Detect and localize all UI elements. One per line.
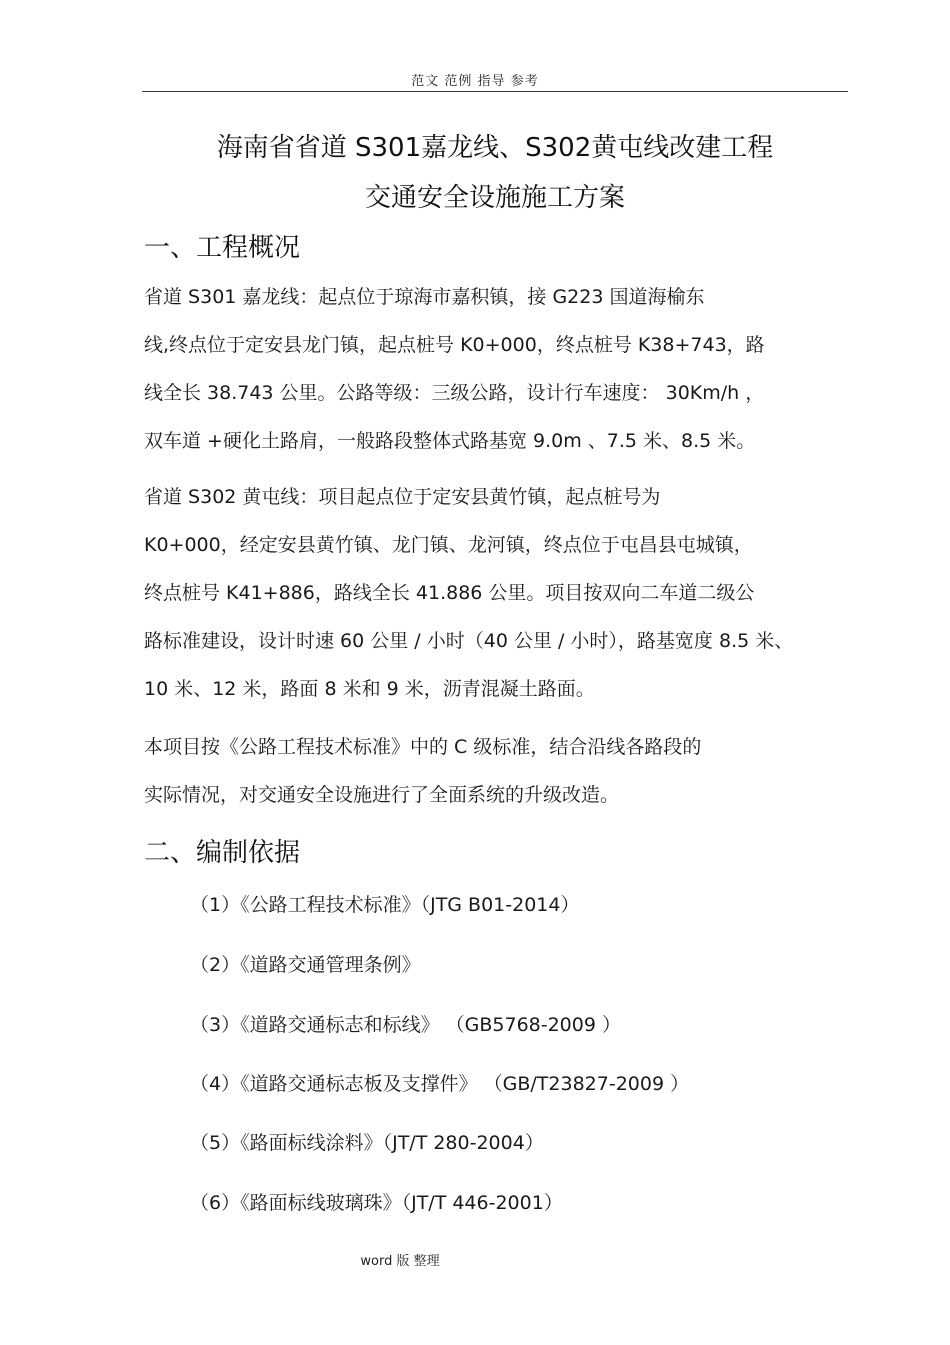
reference-item: （3）《道路交通标志和标线》 （GB5768-2009 ） — [190, 1014, 621, 1036]
page-footer: word 版 整理 — [360, 1254, 440, 1269]
reference-item: （1）《公路工程技术标准》（JTG B01-2014） — [190, 894, 580, 916]
paragraph-line: 线全长 38.743 公里。公路等级：三级公路，设计行车速度： 30Km/h ， — [144, 382, 765, 404]
header-divider — [142, 91, 848, 92]
paragraph-line: 10 米、12 米，路面 8 米和 9 米，沥青混凝土路面。 — [144, 678, 595, 700]
paragraph-line: 本项目按《公路工程技术标准》中的 C 级标准，结合沿线各路段的 — [144, 736, 702, 758]
paragraph-line: 线,终点位于定安县龙门镇，起点桩号 K0+000，终点桩号 K38+743，路 — [144, 334, 765, 356]
document-title-line2: 交通安全设施施工方案 — [364, 183, 625, 213]
reference-item: （6）《路面标线玻璃珠》（JT/T 446-2001） — [190, 1192, 563, 1214]
section2-heading: 二、编制依据 — [144, 838, 301, 868]
document-title-line1: 海南省省道 S301嘉龙线、S302黄屯线改建工程 — [216, 133, 774, 163]
reference-item: （5）《路面标线涂料》（JT/T 280-2004） — [190, 1132, 544, 1154]
paragraph-line: 路标准建设，设计时速 60 公里 / 小时（40 公里 / 小时），路基宽度 8.5 米、 — [144, 630, 794, 652]
paragraph-line: 双车道 +硬化土路肩，一般路段整体式路基宽 9.0m 、7.5 米、8.5 米。 — [144, 430, 756, 452]
paragraph-line: 实际情况，对交通安全设施进行了全面系统的升级改造。 — [144, 784, 620, 806]
paragraph-line: 省道 S301 嘉龙线：起点位于琼海市嘉积镇，接 G223 国道海榆东 — [144, 286, 705, 308]
paragraph-line: 省道 S302 黄屯线：项目起点位于定安县黄竹镇，起点桩号为 — [144, 486, 661, 508]
paragraph-line: 终点桩号 K41+886，路线全长 41.886 公里。项目按双向二车道二级公 — [144, 582, 755, 604]
section1-heading: 一、工程概况 — [144, 233, 301, 263]
reference-item: （2）《道路交通管理条例》 — [190, 954, 421, 976]
paragraph-line: K0+000，经定安县黄竹镇、龙门镇、龙河镇，终点位于屯昌县屯城镇， — [144, 534, 753, 556]
header-text: 范文 范例 指导 参考 — [411, 74, 539, 89]
reference-item: （4）《道路交通标志板及支撑件》 （GB/T23827-2009 ） — [190, 1073, 690, 1095]
